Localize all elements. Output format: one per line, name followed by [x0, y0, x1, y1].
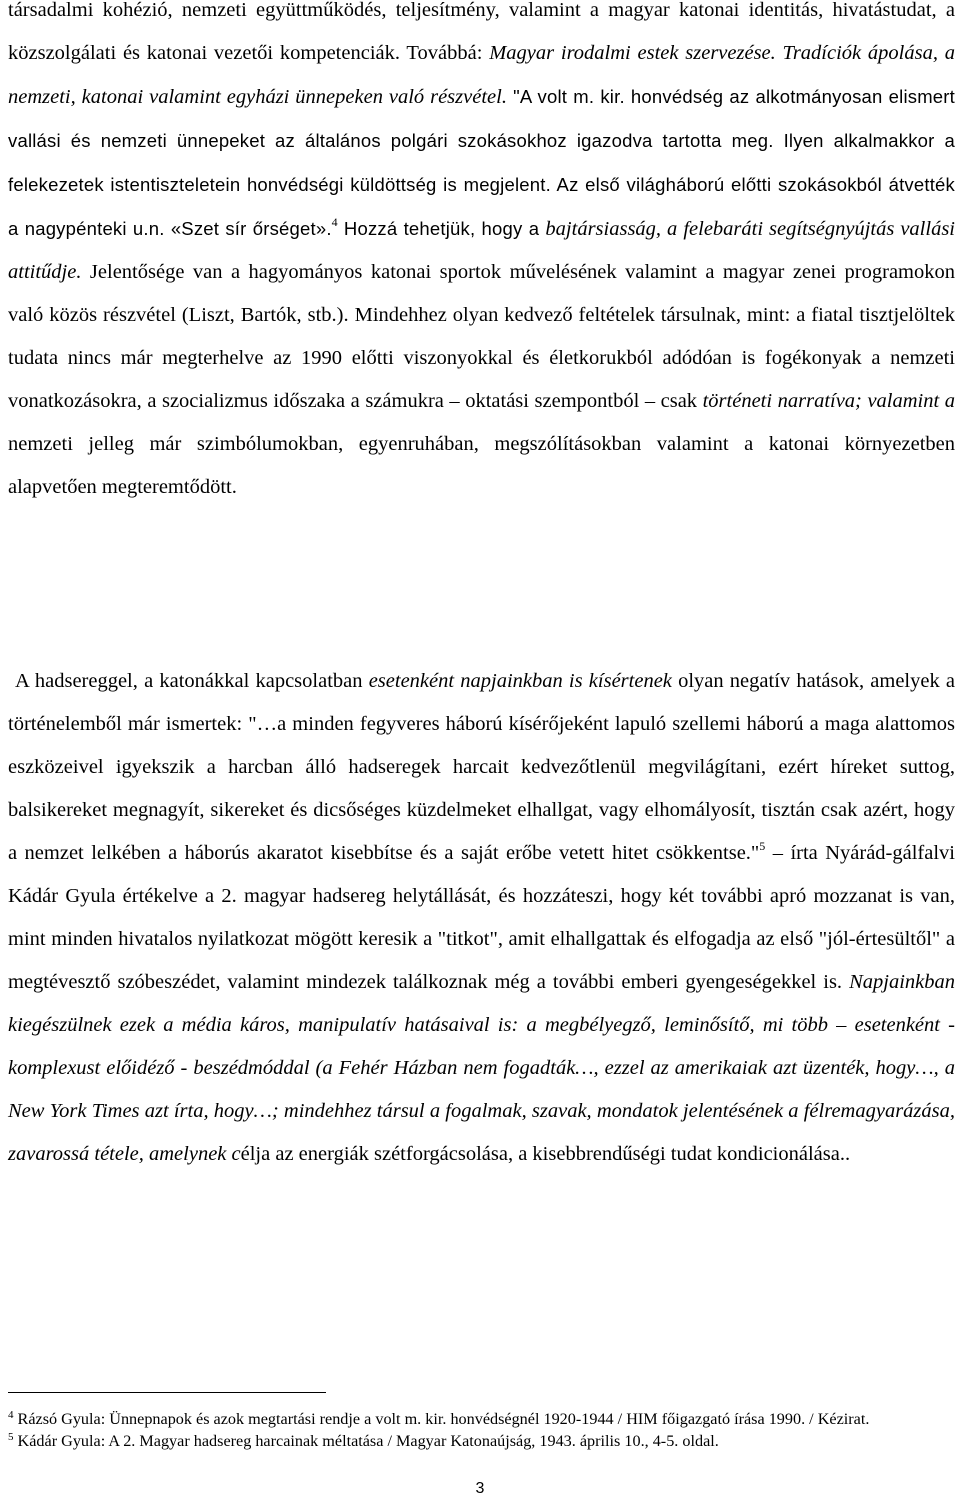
italic-text-run: Magyar irodalmi estek szervezése. Tradíciók ápolása, a nemzeti, katonai valamint egyházi ünnepeken való részvétel.	[8, 42, 956, 108]
text-run: Hozzá tehetjük, hogy a	[337, 218, 546, 239]
footnote-text: Rázsó Gyula: Ünnepnapok és azok megtartási rendje a volt m. kir. honvédségnél 1920-1944 / HIM főigazgató írása 1990. / Kézirat.	[17, 1410, 870, 1428]
text-run: élja az energiák szétforgácsolása, a kisebbrendűségi tudat kondicionálása..	[240, 1143, 851, 1165]
quoted-text-run: olyan negatív hatások, amelyek a történelemből már ismertek: "…a minden fegyveres háború kísérőjeként lapuló szellemi háború a maga alattomos eszközeivel igyekszik a harcban álló hadseregek harcait kedvezőtlenül megvilágítani, ezért híreket suttog, balsikereket megnagyít, sikereket és dicsőséges küzdelmeket elhallgat, vagy elhomályosít, tisztán csak azért, hogy a nemzet lelkében a háborús akaratot kisebbítse és a saját erőbe vetett hitet csökkentse."	[8, 670, 956, 864]
footnote-4	[8, 1408, 955, 1430]
italic-text-run: esetenként napjainkban is kísértenek	[368, 670, 672, 692]
footnote-ref-5[interactable]: 5	[759, 839, 766, 853]
quoted-text-run: "A volt m. kir. honvédség az alkotmányosan elismert vallási és nemzeti ünnepeket az általános polgári szokásokhoz igazodva tartotta meg. Ilyen alkalmakkor a felekezetek istentiszteletein honvédségi küldöttség is megjelent. Az első világháború előtti szokásokból átvették a nagypénteki u.n. «Szet sír őrséget».	[8, 86, 955, 239]
text-run: nemzeti jelleg már szimbólumokban, egyenruhában, megszólításokban valamint a katonai környezetben alapvetően megteremtődött.	[8, 433, 955, 498]
text-run: társadalmi kohézió, nemzeti együttműködés, teljesítmény, valamint a magyar katonai identitás, hivatástudat, a közszolgálati és katonai vezetői kompetenciák. Továbbá:	[8, 0, 955, 64]
footnote-ref-4[interactable]: 4	[331, 215, 338, 229]
footnote-number: 5	[8, 1431, 14, 1443]
italic-text-run: történeti narratíva; valamint a	[702, 390, 955, 412]
text-run: A hadsereggel, a katonákkal kapcsolatban	[15, 670, 369, 692]
footnote-separator	[8, 1392, 326, 1393]
italic-text-run: Napjainkban kiegészülnek ezek a média káros, manipulatív hatásaival is: a megbélyegző, leminősítő, mi több – esetenként - komplexust előidéző - beszédmóddal (a Fehér Házban nem fogadták…, ezzel az amerikaiak azt üzenték, hogy…, a New York Times azt írta, hogy…; mindehhez társul a fogalmak, szavak, mondatok jelentésének a félremagyarázása, zavarossá tétele, amelynek c	[8, 971, 955, 1165]
page-number: 3	[475, 1480, 485, 1497]
footnote-text: Kádár Gyula: A 2. Magyar hadsereg harcainak méltatása / Magyar Katonaújság, 1943. április 10., 4-5. oldal.	[17, 1432, 719, 1450]
footnotes	[8, 1408, 955, 1452]
body-paragraph-1	[8, 0, 955, 509]
footnote-number: 4	[8, 1409, 14, 1421]
italic-text-run: bajtársiasság, a felebaráti segítségnyújtás vallási attitűdje.	[8, 218, 955, 283]
text-run: Jelentősége van a hagyományos katonai sportok művelésének valamint a magyar zenei programokon való közös részvétel (Liszt, Bartók, stb.). Mindehhez olyan kedvező feltételek társulnak, mint: a fiatal tisztjelöltek tudata nincs már megterhelve az 1990 előtti viszonyokkal és életkorukból adódóan is fogékonyak a nemzeti vonatkozásokra, a szocializmus időszaka a számukra – oktatási szempontból – csak	[8, 261, 955, 412]
body-paragraph-2	[8, 660, 955, 1176]
footnote-5	[8, 1430, 955, 1452]
text-run: – írta Nyárád-gálfalvi Kádár Gyula értékelve a 2. magyar hadsereg helytállását, és hozzáteszi, hogy két további apró mozzanat is van, mint minden hivatalos nyilatkozat mögött keresik a "titkot", amit elhallgattak és elfogadja az első "jól-értesültől" a megtévesztő szóbeszédet, valamint mindezek találkoznak még a további emberi gyengeségekkel is.	[8, 842, 955, 993]
